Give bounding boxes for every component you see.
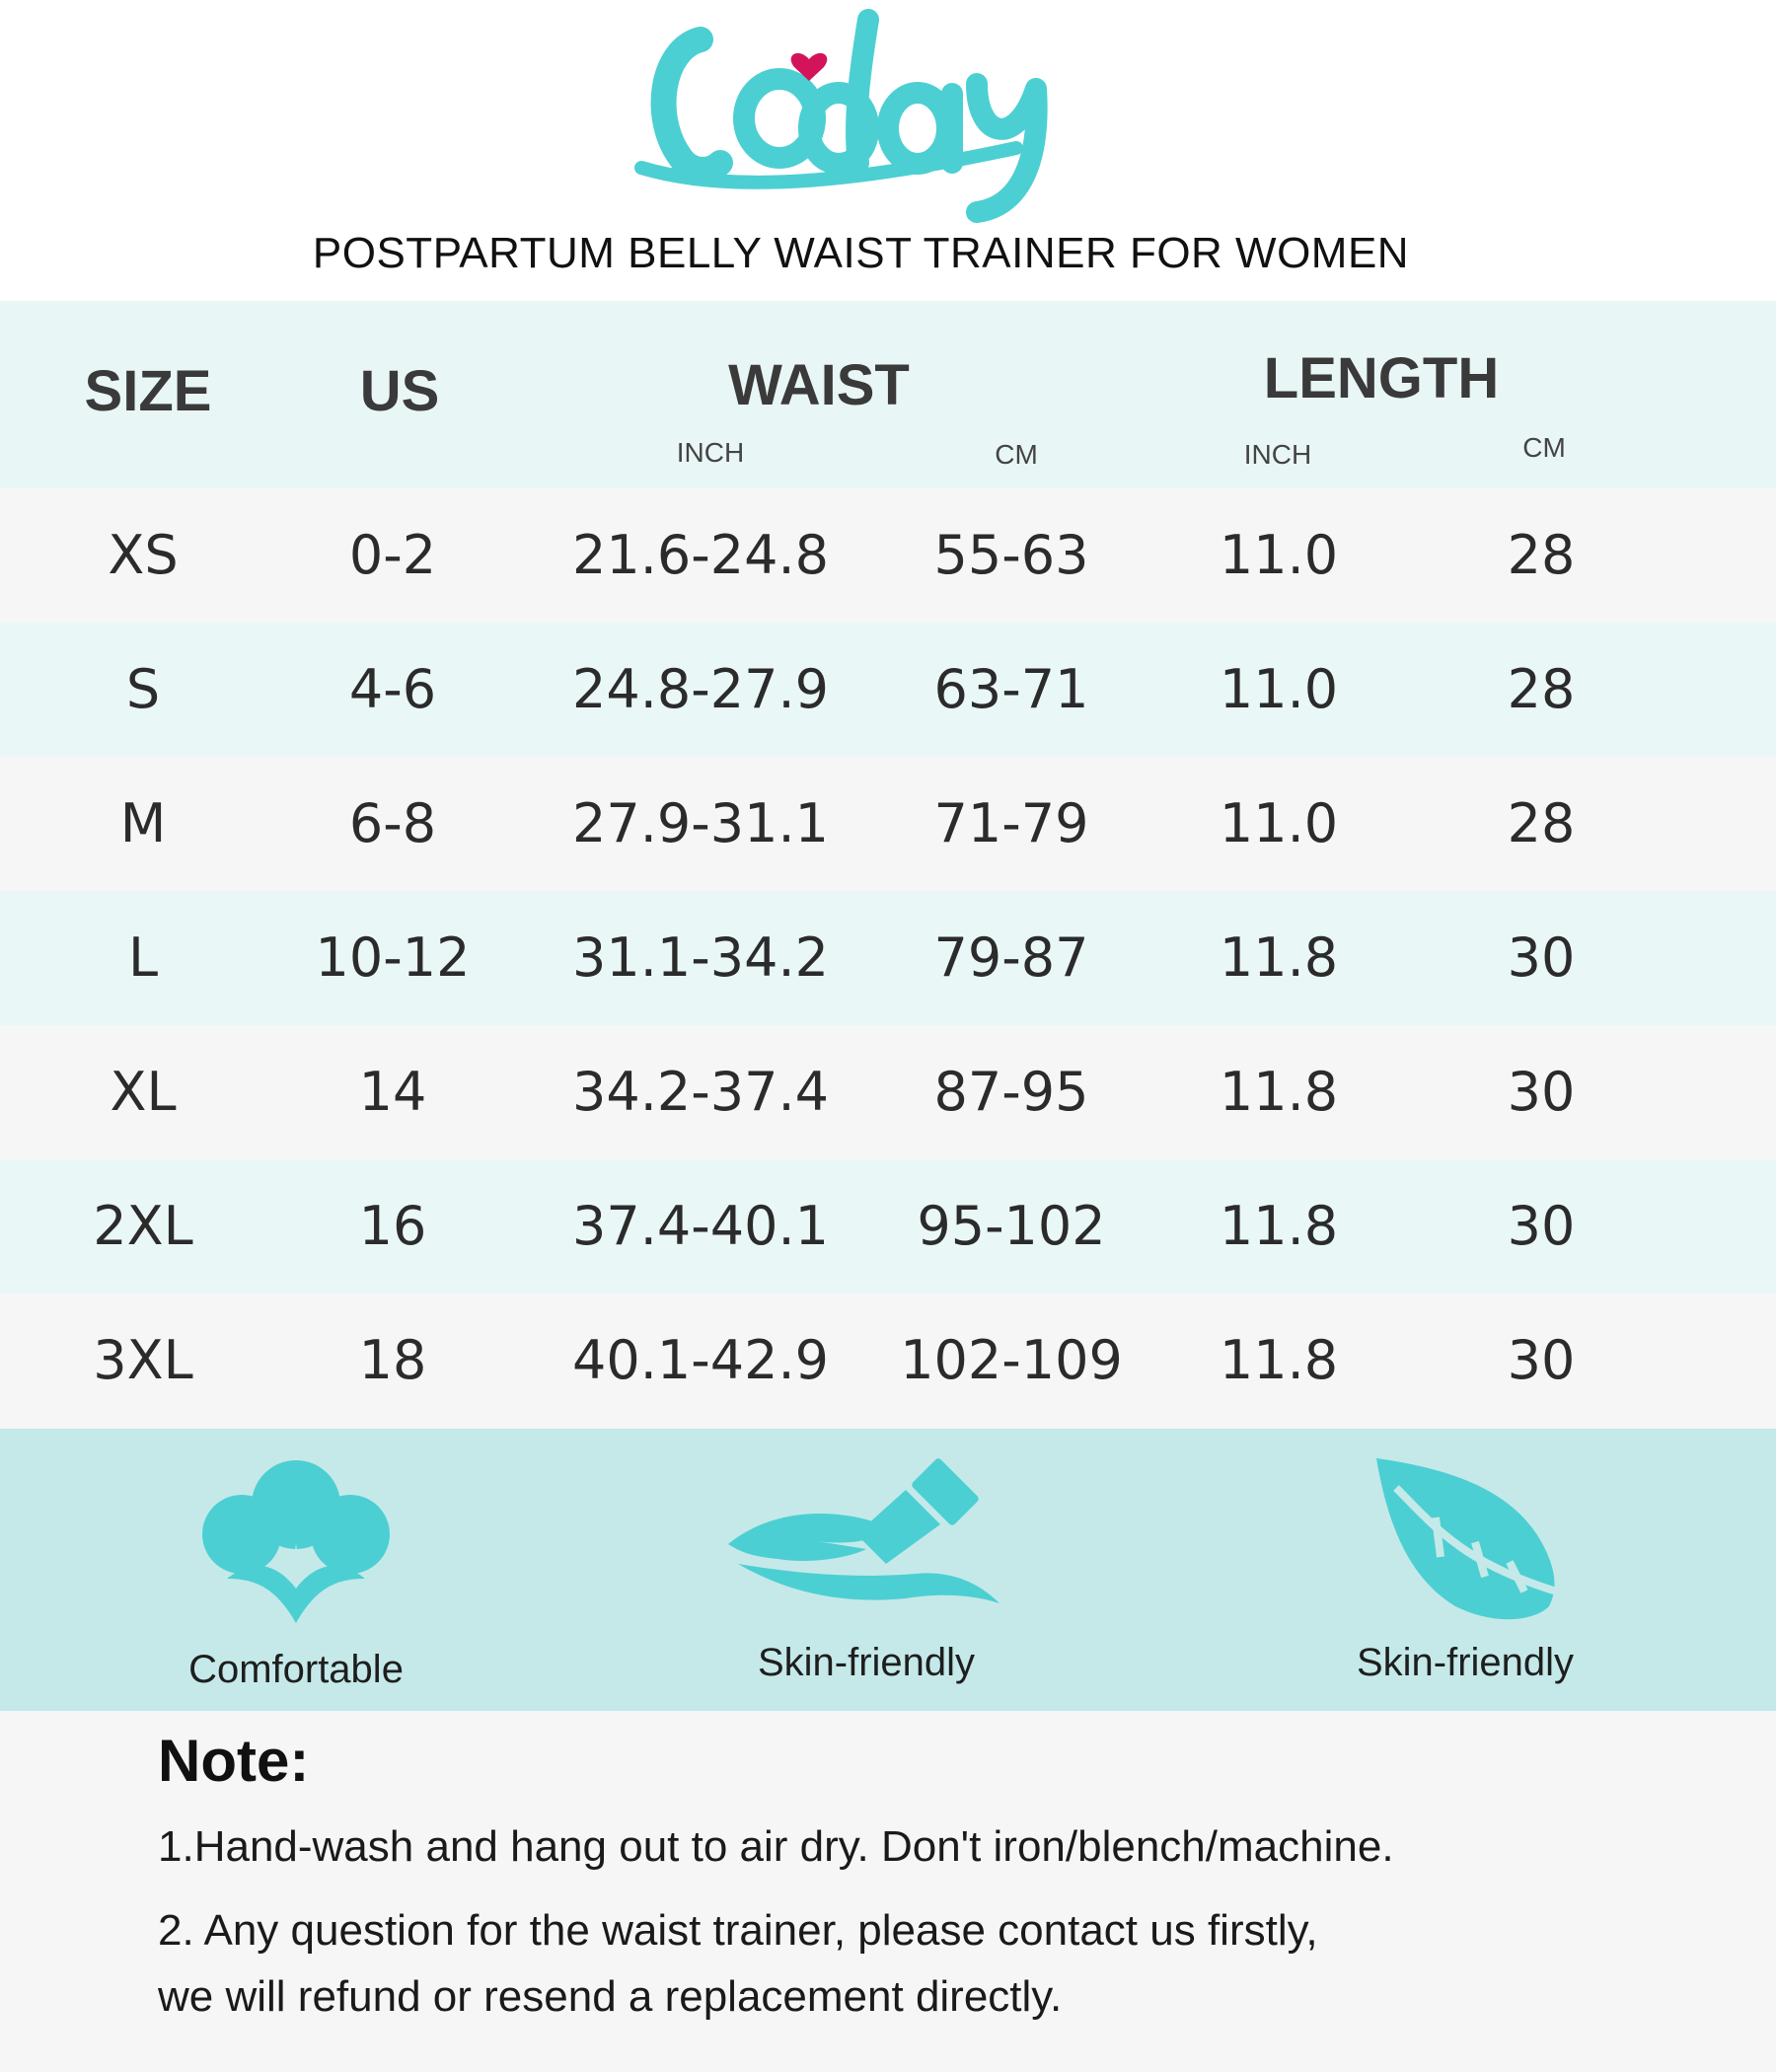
cell-waist-inch: 21.6-24.8 [572,524,829,586]
note-line-3: we will refund or resend a replacement directly. [158,1972,1063,2021]
cell-us: 6-8 [348,792,437,854]
feature-comfortable [89,1429,503,1711]
cell-waist-cm: 79-87 [933,926,1089,989]
hand-lotion-icon [718,1450,1014,1638]
header-us: US [359,359,440,423]
feature-label: Skin-friendly [1356,1641,1575,1684]
product-subtitle: POSTPARTUM BELLY WAIST TRAINER FOR WOMEN [312,229,1410,277]
feature-skin-friendly [659,1429,1073,1711]
cell-size: XL [110,1061,177,1123]
leaf-icon [1347,1448,1584,1636]
cell-waist-cm: 102-109 [900,1329,1123,1391]
cell-size: L [127,926,159,989]
loday-logo-icon [622,0,1075,227]
cell-size: M [119,792,167,854]
cell-size: 2XL [93,1195,193,1257]
cell-length-cm: 28 [1507,524,1576,586]
table-row [0,757,1776,891]
cell-waist-inch: 27.9-31.1 [572,792,829,854]
cell-size: XS [108,524,179,586]
table-header [0,301,1776,488]
cell-waist-cm: 71-79 [933,792,1089,854]
header-waist: WAIST [728,353,910,417]
cell-waist-cm: 95-102 [917,1195,1106,1257]
cell-us: 4-6 [348,658,437,720]
feature-label: Comfortable [188,1648,404,1691]
note-line-2: 2. Any question for the waist trainer, please contact us firstly, [158,1906,1318,1955]
cell-waist-cm: 63-71 [933,658,1089,720]
cell-length-inch: 11.8 [1219,926,1339,989]
cell-us: 10-12 [315,926,471,989]
cell-length-inch: 11.0 [1219,658,1339,720]
header-length-cm: CM [1522,432,1566,463]
cell-length-cm: 30 [1507,1061,1576,1123]
notes-section [0,1711,1776,2072]
cell-waist-cm: 87-95 [933,1061,1089,1123]
cell-length-inch: 11.0 [1219,524,1339,586]
header-length: LENGTH [1263,346,1500,410]
header-length-inch: INCH [1243,439,1312,470]
table-row [0,1294,1776,1429]
cell-length-cm: 28 [1507,792,1576,854]
feature-label: Skin-friendly [757,1641,976,1684]
cell-us: 0-2 [348,524,437,586]
cell-length-inch: 11.8 [1219,1329,1339,1391]
cell-waist-inch: 34.2-37.4 [572,1061,829,1123]
cell-length-inch: 11.8 [1219,1195,1339,1257]
table-row [0,891,1776,1025]
cell-us: 14 [358,1061,427,1123]
cotton-flower-icon [187,1450,405,1648]
cell-waist-inch: 40.1-42.9 [572,1329,829,1391]
cell-length-cm: 30 [1507,926,1576,989]
header-waist-cm: CM [995,439,1038,470]
header-size: SIZE [84,359,212,423]
cell-length-cm: 28 [1507,658,1576,720]
cell-size: S [125,658,161,720]
notes-title: Note: [158,1728,310,1794]
cell-us: 18 [358,1329,427,1391]
cell-length-inch: 11.8 [1219,1061,1339,1123]
brand-logo [0,0,1776,227]
cell-waist-cm: 55-63 [933,524,1089,586]
table-row [0,623,1776,757]
features-band [0,1429,1776,1711]
cell-size: 3XL [93,1329,193,1391]
table-row [0,1159,1776,1294]
cell-waist-inch: 24.8-27.9 [572,658,829,720]
table-row [0,488,1776,623]
note-line-1: 1.Hand-wash and hang out to air dry. Don't iron/blench/machine. [158,1822,1394,1871]
cell-us: 16 [358,1195,427,1257]
cell-waist-inch: 37.4-40.1 [572,1195,829,1257]
cell-length-cm: 30 [1507,1329,1576,1391]
feature-skin-friendly-2 [1258,1429,1672,1711]
cell-waist-inch: 31.1-34.2 [572,926,829,989]
cell-length-cm: 30 [1507,1195,1576,1257]
header-waist-inch: INCH [676,437,745,468]
cell-length-inch: 11.0 [1219,792,1339,854]
table-row [0,1025,1776,1159]
